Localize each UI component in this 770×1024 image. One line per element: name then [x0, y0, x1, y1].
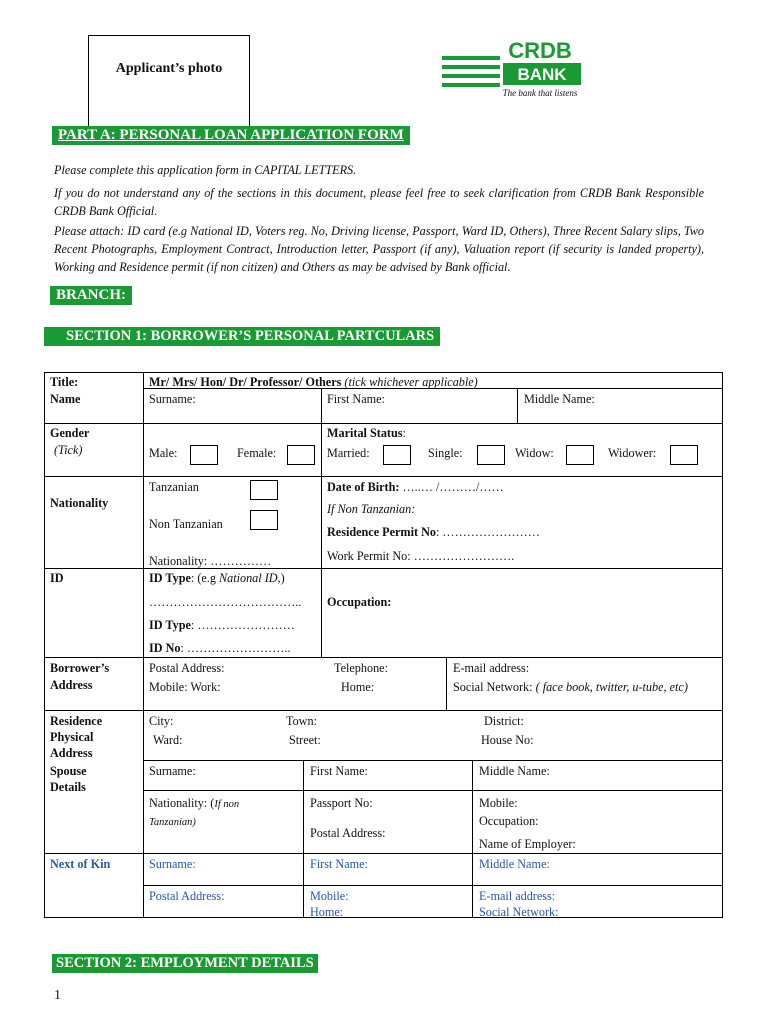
page-number: 1 [54, 988, 61, 1003]
single-label: Single: [428, 446, 463, 460]
non-tanzanian-checkbox[interactable] [250, 510, 278, 530]
town-field[interactable]: Town: [286, 714, 317, 728]
title-label: Title: [50, 375, 79, 389]
kin-middle-name-field[interactable]: Middle Name: [479, 857, 550, 871]
city-field[interactable]: City: [149, 714, 174, 728]
id-type-hint-post: ) [280, 571, 285, 585]
date-of-birth-field[interactable] [327, 479, 504, 495]
id-type-field[interactable] [149, 570, 285, 586]
widower-label: Widower: [608, 446, 657, 460]
id-type-dots[interactable]: ……………………………….. [149, 595, 302, 609]
gender-label: Gender [50, 426, 90, 440]
marital-status-colon: : [402, 426, 406, 440]
surname-field[interactable]: Surname: [149, 392, 196, 406]
residence-permit-label: Residence Permit No [327, 525, 436, 539]
date-of-birth-label: Date of Birth: [327, 480, 400, 494]
kin-surname-field[interactable]: Surname: [149, 857, 196, 871]
postal-address-field[interactable]: Postal Address: [149, 661, 225, 675]
spouse-nationality-hint-1: If non [214, 799, 240, 810]
spouse-occupation-field[interactable]: Occupation: [479, 814, 539, 828]
female-checkbox[interactable] [287, 445, 315, 465]
spouse-mobile-field[interactable]: Mobile: [479, 796, 518, 810]
applicant-photo-box[interactable] [88, 35, 250, 131]
spouse-nationality-label: Nationality: ( [149, 796, 215, 810]
widower-checkbox[interactable] [670, 445, 698, 465]
district-field[interactable]: District: [484, 714, 524, 728]
middle-name-field[interactable]: Middle Name: [524, 392, 595, 406]
form-title: PART A: PERSONAL LOAN APPLICATION FORM [52, 126, 410, 145]
spouse-nationality-field[interactable] [149, 795, 239, 813]
title-options[interactable] [149, 374, 478, 390]
id-type-hint: National ID, [218, 571, 281, 585]
spouse-surname-field[interactable]: Surname: [149, 764, 196, 778]
nationality-label: Nationality [50, 496, 109, 510]
kin-first-name-field[interactable]: First Name: [310, 857, 368, 871]
gender-hint: (Tick) [54, 443, 83, 457]
social-network-field[interactable] [453, 679, 688, 695]
kin-postal-address-field[interactable]: Postal Address: [149, 889, 225, 903]
social-network-hint: ( face book, twitter, u-tube, etc) [535, 680, 688, 694]
marital-status-text: Marital Status [327, 426, 403, 440]
title-options-hint: (tick whichever applicable) [344, 375, 478, 389]
married-checkbox[interactable] [383, 445, 411, 465]
id-type-label: ID Type [149, 571, 191, 585]
male-label: Male: [149, 446, 178, 460]
work-permit-field[interactable]: Work Permit No: ……………………. [327, 549, 515, 563]
if-non-tanzanian-label: If Non Tanzanian: [327, 502, 416, 516]
female-label: Female: [237, 446, 277, 460]
tanzanian-checkbox[interactable] [250, 480, 278, 500]
widow-label: Widow: [515, 446, 554, 460]
borrower-address-label-2: Address [50, 678, 93, 692]
instruction-attachments: Please attach: ID card (e.g National ID, Voters reg. No, Driving license, Passport, Ward ID, Others), Three Recent Salary slips, Two Recent Photographs, Employment Contract, Introduction letter, Passport (if any), Valuation report (if security is landed property), Working and Residence permit (if non citizen) and Others as may be advised by Bank official. [54, 224, 704, 274]
title-options-text: Mr/ Mrs/ Hon/ Dr/ Professor/ Others [149, 375, 342, 389]
instruction-clarification: If you do not understand any of the sections in this document, please feel free to seek clarification from CRDB Bank Responsible CRDB Bank Official. [54, 186, 704, 218]
next-of-kin-label: Next of Kin [50, 857, 111, 871]
kin-social-network-field[interactable]: Social Network: [479, 905, 559, 919]
residence-label-2: Physical [50, 730, 94, 744]
residence-permit-field[interactable] [327, 524, 540, 540]
id-no-field[interactable] [149, 640, 291, 656]
single-checkbox[interactable] [477, 445, 505, 465]
date-of-birth-value: …..… /………/…… [402, 480, 504, 494]
residence-permit-value: : …………………… [435, 525, 540, 539]
logo-crdb-text: CRDB [508, 38, 572, 63]
branch-label: BRANCH: [50, 286, 132, 305]
non-tanzanian-label: Non Tanzanian [149, 517, 223, 531]
occupation-field[interactable]: Occupation: [327, 595, 392, 609]
tanzanian-label: Tanzanian [149, 480, 199, 494]
email-field[interactable]: E-mail address: [453, 661, 530, 675]
spouse-passport-field[interactable]: Passport No: [310, 796, 373, 810]
social-network-label: Social Network: [453, 680, 536, 694]
instruction-capital-letters: Please complete this application form in CAPITAL LETTERS. [54, 163, 357, 177]
marital-status-label [327, 425, 406, 441]
section2-title: SECTION 2: EMPLOYMENT DETAILS [52, 954, 318, 973]
spouse-first-name-field[interactable]: First Name: [310, 764, 368, 778]
spouse-label-1: Spouse [50, 764, 87, 778]
spouse-employer-field[interactable]: Name of Employer: [479, 837, 576, 851]
id-type-2-label: ID Type [149, 618, 191, 632]
id-type-2-field[interactable] [149, 617, 295, 633]
telephone-field[interactable]: Telephone: [334, 661, 388, 675]
id-no-value: : …………………….. [180, 641, 291, 655]
logo-bank-text: BANK [517, 65, 567, 84]
kin-home-field[interactable]: Home: [310, 905, 344, 919]
street-field[interactable]: Street: [289, 733, 321, 747]
male-checkbox[interactable] [190, 445, 218, 465]
spouse-middle-name-field[interactable]: Middle Name: [479, 764, 550, 778]
first-name-field[interactable]: First Name: [327, 392, 385, 406]
married-label: Married: [327, 446, 370, 460]
spouse-nationality-hint-2: Tanzanian) [149, 817, 196, 828]
section1-title: SECTION 1: BORROWER’S PERSONAL PARTCULARS [44, 327, 440, 346]
mobile-work-field[interactable]: Mobile: Work: [149, 680, 221, 694]
id-no-label: ID No [149, 641, 181, 655]
spouse-label-2: Details [50, 780, 86, 794]
home-phone-field[interactable]: Home: [341, 680, 375, 694]
name-label: Name [50, 392, 81, 406]
id-label: ID [50, 571, 64, 585]
photo-label: Applicant’s photo [115, 61, 223, 76]
kin-email-field[interactable]: E-mail address: [479, 889, 556, 903]
logo-tagline: The bank that listens [502, 88, 578, 98]
id-type-hint-pre: : (e.g [190, 571, 219, 585]
spouse-postal-address-field[interactable]: Postal Address: [310, 826, 386, 840]
kin-mobile-field[interactable]: Mobile: [310, 889, 349, 903]
ward-field[interactable]: Ward: [153, 733, 183, 747]
widow-checkbox[interactable] [566, 445, 594, 465]
house-no-field[interactable]: House No: [481, 733, 534, 747]
nationality-field[interactable]: Nationality: …………… [149, 554, 272, 568]
residence-label-1: Residence [50, 714, 103, 728]
borrower-address-label-1: Borrower’s [50, 661, 110, 675]
crdb-logo [440, 38, 610, 98]
residence-label-3: Address [50, 746, 93, 760]
id-type-2-value: : …………………… [190, 618, 295, 632]
